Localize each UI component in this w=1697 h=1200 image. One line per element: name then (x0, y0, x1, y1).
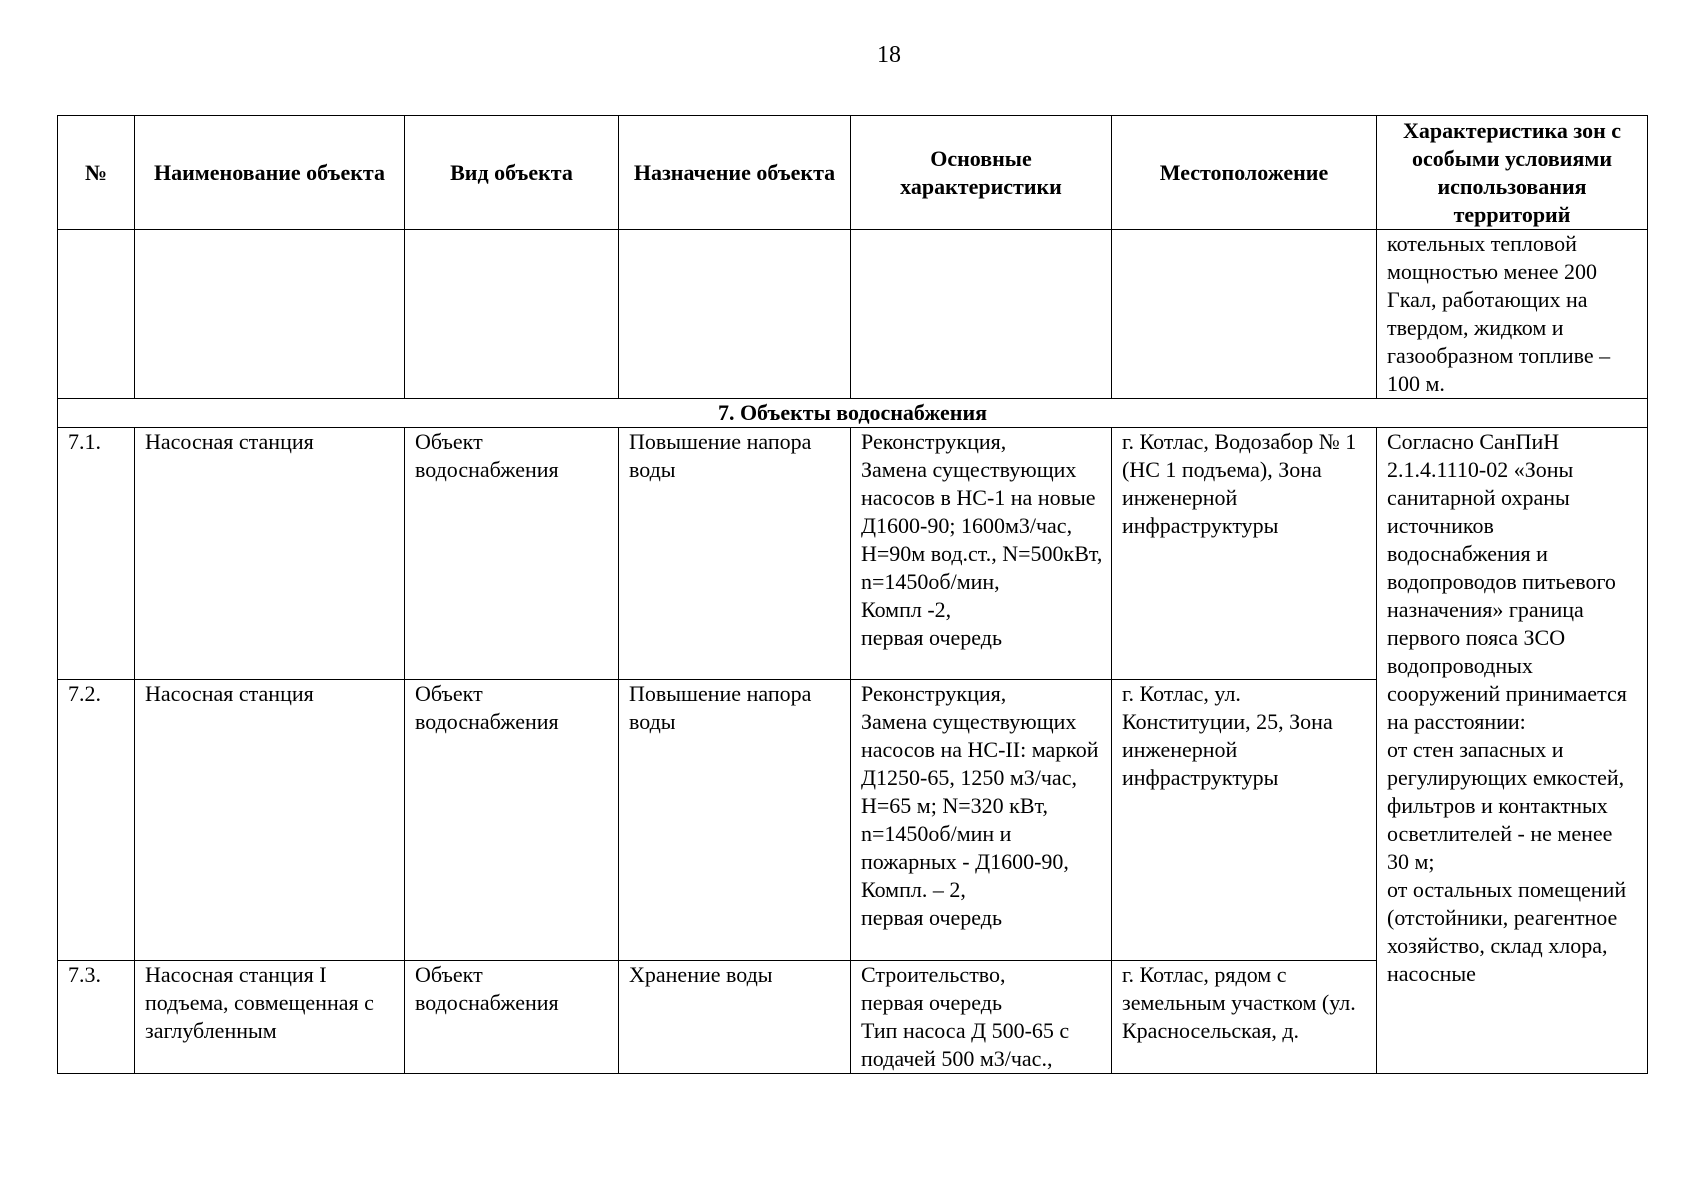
row-purpose: Хранение воды (619, 961, 851, 1074)
table-header-row (58, 116, 1648, 230)
row-number: 7.1. (58, 428, 135, 680)
row-number: 7.3. (58, 961, 135, 1074)
header-number: № (58, 116, 135, 230)
header-name: Наименование объекта (135, 116, 405, 230)
header-purpose: Назначение объекта (619, 116, 851, 230)
row-location: г. Котлас, Водозабор № 1 (НС 1 подъема), Зона инженерной инфраструктуры (1112, 428, 1377, 680)
row-type: Объект водоснабжения (405, 680, 619, 961)
table-row (58, 428, 1648, 680)
row-location: г. Котлас, ул. Конституции, 25, Зона инженерной инфраструктуры (1112, 680, 1377, 961)
empty-cell (405, 230, 619, 399)
empty-cell (58, 230, 135, 399)
row-type: Объект водоснабжения (405, 961, 619, 1074)
zones-cell: Согласно СанПиН 2.1.4.1110-02 «Зоны санитарной охраны источников водоснабжения и водопроводов питьевого назначения» граница первого пояса ЗСО водопроводных сооружений принимается на расстоянии: от стен запасных и регулирующих емкостей, фильтров и контактных осветлителей - не менее 30 м; от остальных помещений (отстойники, реагентное хозяйство, склад хлора, насосные (1377, 428, 1648, 1074)
row-characteristics: Реконструкция, Замена существующих насосов в НС-1 на новые Д1600-90; 1600м3/час, Н=90м вод.ст., N=500кВт, n=1450об/мин, Компл -2, первая очередь (851, 428, 1112, 680)
row-location: г. Котлас, рядом с земельным участком (ул. Красносельская, д. (1112, 961, 1377, 1074)
page-number: 18 (877, 42, 901, 68)
objects-table (57, 115, 1648, 1074)
empty-cell (1112, 230, 1377, 399)
row-name: Насосная станция I подъема, совмещенная с заглубленным (135, 961, 405, 1074)
header-characteristics: Основные характеристики (851, 116, 1112, 230)
header-zones: Характеристика зон с особыми условиями использования территорий (1377, 116, 1648, 230)
section-title: 7. Объекты водоснабжения (58, 399, 1648, 428)
row-purpose: Повышение напора воды (619, 680, 851, 961)
row-name: Насосная станция (135, 680, 405, 961)
empty-cell (135, 230, 405, 399)
continuation-zones-cell: котельных тепловой мощностью менее 200 Гкал, работающих на твердом, жидком и газообразном топливе – 100 м. (1377, 230, 1648, 399)
row-number: 7.2. (58, 680, 135, 961)
header-type: Вид объекта (405, 116, 619, 230)
empty-cell (851, 230, 1112, 399)
row-name: Насосная станция (135, 428, 405, 680)
row-characteristics: Строительство, первая очередь Тип насоса Д 500-65 с подачей 500 м3/час., (851, 961, 1112, 1074)
row-type: Объект водоснабжения (405, 428, 619, 680)
row-characteristics: Реконструкция, Замена существующих насосов на НС-II: маркой Д1250-65, 1250 м3/час, Н=65 м; N=320 кВт, n=1450об/мин и пожарных - Д1600-90, Компл. – 2, первая очередь (851, 680, 1112, 961)
continuation-row (58, 230, 1648, 399)
row-purpose: Повышение напора воды (619, 428, 851, 680)
section-row (58, 399, 1648, 428)
header-location: Местоположение (1112, 116, 1377, 230)
empty-cell (619, 230, 851, 399)
